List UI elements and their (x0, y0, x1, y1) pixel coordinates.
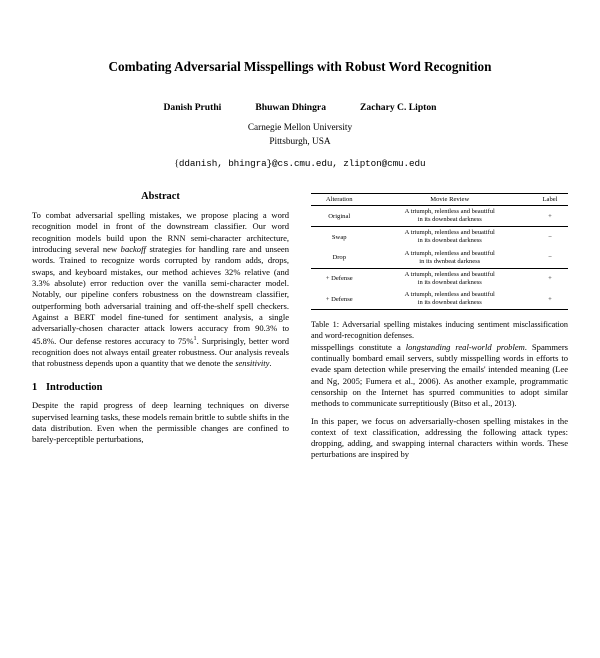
right-p1-b: . Spammers continually bombard email servers, subtly misspelling words in efforts to evade spam detection while preserving the emails' intended meaning (Lee and Ng, 2005; Fumera et al., 2006). As another example, programmatic censorship on the Internet has spurred communities to adopt similar methods to communicate surreptitiously (Bitso et al., 2013). (311, 341, 569, 409)
author-emails (0, 158, 600, 169)
cell-alteration: + Defense (311, 289, 367, 310)
right-paragraph-2: In this paper, we focus on adversarially-chosen spelling mistakes in the context of text classification, addressing the following attack types: dropping, adding, and swapping internal characters within words. These perturbations are inspired by (311, 415, 568, 460)
cell-alteration: Swap (331, 233, 347, 241)
review-line: A triumph, relentless and beautiful (404, 208, 495, 216)
abstract-paragraph (32, 210, 289, 369)
section-heading-introduction (32, 382, 289, 393)
cell-review (367, 227, 532, 248)
author-name: Bhuwan Dhingra (255, 102, 326, 114)
paper-page (0, 58, 600, 658)
cell-label: − (532, 248, 568, 269)
cell-label: + (548, 275, 552, 283)
review-line: in its dwnbeat darkness (419, 257, 481, 265)
email-inner: ddanish, bhingra (178, 158, 267, 170)
cell-label: + (532, 206, 568, 227)
table-row (311, 227, 568, 248)
affiliation-location: Pittsburgh, USA (269, 136, 331, 147)
table-header-review: Movie Review (367, 194, 532, 206)
section-number: 1 (32, 382, 38, 394)
cell-label: − (548, 233, 552, 241)
cell-label: + (532, 289, 568, 310)
right-paragraph-1 (311, 342, 568, 410)
abstract-term-sensitivity: sensitivity (235, 358, 270, 368)
cell-alteration: + Defense (325, 275, 353, 283)
review-line: A triumph, relentless and beautiful (404, 249, 495, 257)
abstract-text-c: . Surprisingly, better word recognition does not always entail greater robustness. Our analysis reveals that robustness depends upon a quantity that we denote the (32, 335, 289, 368)
right-p1-italic: longstanding real-world problem (405, 341, 525, 352)
abstract-text-a: To combat adversarial spelling mistakes, we propose placing a word recognition model in front of the downstream classifier. Our word recognition models build upon the RNN semi-character architecture, introducing several new (32, 210, 289, 255)
table-row (311, 248, 568, 269)
cell-alteration: Drop (311, 248, 367, 269)
table-caption-label: Table 1: (311, 320, 339, 330)
affiliation (0, 122, 600, 149)
author-name: Danish Pruthi (163, 102, 222, 114)
abstract-text-b: strategies for handling rare and unseen words. Trained to recognize words corrupted by random adds, drops, swaps, and keyboard mistakes, our method achieves 32% relative (and 3.3% absolute) error reduction over the vanilla semi-character model. Notably, our pipeline confers robustness on the downstream classifier, outperforming both adversarial training and off-the-shelf spell checkers. Against a BERT model fine-tuned for sentiment analysis, a single adversarially-chosen character attack lowers accuracy from 90.3% to 45.8%. Our defense restores accuracy to 75% (32, 244, 289, 346)
table-header-label: Label (532, 194, 568, 206)
author-list (0, 102, 600, 113)
results-table (311, 193, 568, 310)
abstract-heading: Abstract (141, 191, 180, 203)
cell-review (367, 268, 532, 289)
section-title: Introduction (46, 382, 103, 394)
table-row (311, 289, 568, 310)
table-caption (311, 320, 568, 341)
table-row (311, 206, 568, 227)
page-title: Combating Adversarial Misspellings with Robust Word Recognition (108, 59, 492, 74)
abstract-text-d: . (269, 358, 272, 368)
table-header-alteration: Alteration (311, 194, 367, 206)
review-line: in its downbeat darkness (417, 278, 482, 286)
left-column (32, 191, 289, 467)
cell-review (367, 289, 532, 310)
intro-paragraph: Despite the rapid progress of deep learning techniques on diverse supervised learning tasks, these models remain brittle to subtle shifts in the data distribution. Even when the permissible changes are confined to barely-perceptible perturbations, (32, 400, 289, 445)
review-line: in its downbeat darkness (417, 299, 482, 307)
footnote-marker: 1 (193, 334, 197, 342)
right-column (311, 191, 568, 467)
affiliation-institution: Carnegie Mellon University (247, 123, 353, 134)
author-name: Zachary C. Lipton (360, 102, 437, 114)
review-line: A triumph, relentless and beuatiful (404, 229, 495, 237)
cell-alteration: Original (311, 206, 367, 227)
review-line: in its downbeat darkness (417, 237, 482, 245)
review-line: in its downbeat darkness (417, 216, 482, 224)
cell-review (367, 248, 532, 269)
email-close: }@cs.cmu.edu, zlipton@cmu.edu (266, 158, 426, 170)
abstract-term-backoff: backoff (120, 244, 146, 255)
cell-review (367, 206, 532, 227)
body-columns (32, 191, 568, 467)
email-open-brace: { (174, 159, 179, 170)
table-row (311, 268, 568, 289)
review-line: A triumph, relentless and beautiful (404, 270, 495, 278)
right-p1-a: misspellings constitute a (311, 341, 406, 352)
table-caption-text: Adversarial spelling mistakes inducing sentiment misclassification and word-recognition defenses. (311, 320, 568, 340)
review-line: A triumph, relentless and beautiful (404, 291, 495, 299)
table-header-row (311, 194, 568, 206)
